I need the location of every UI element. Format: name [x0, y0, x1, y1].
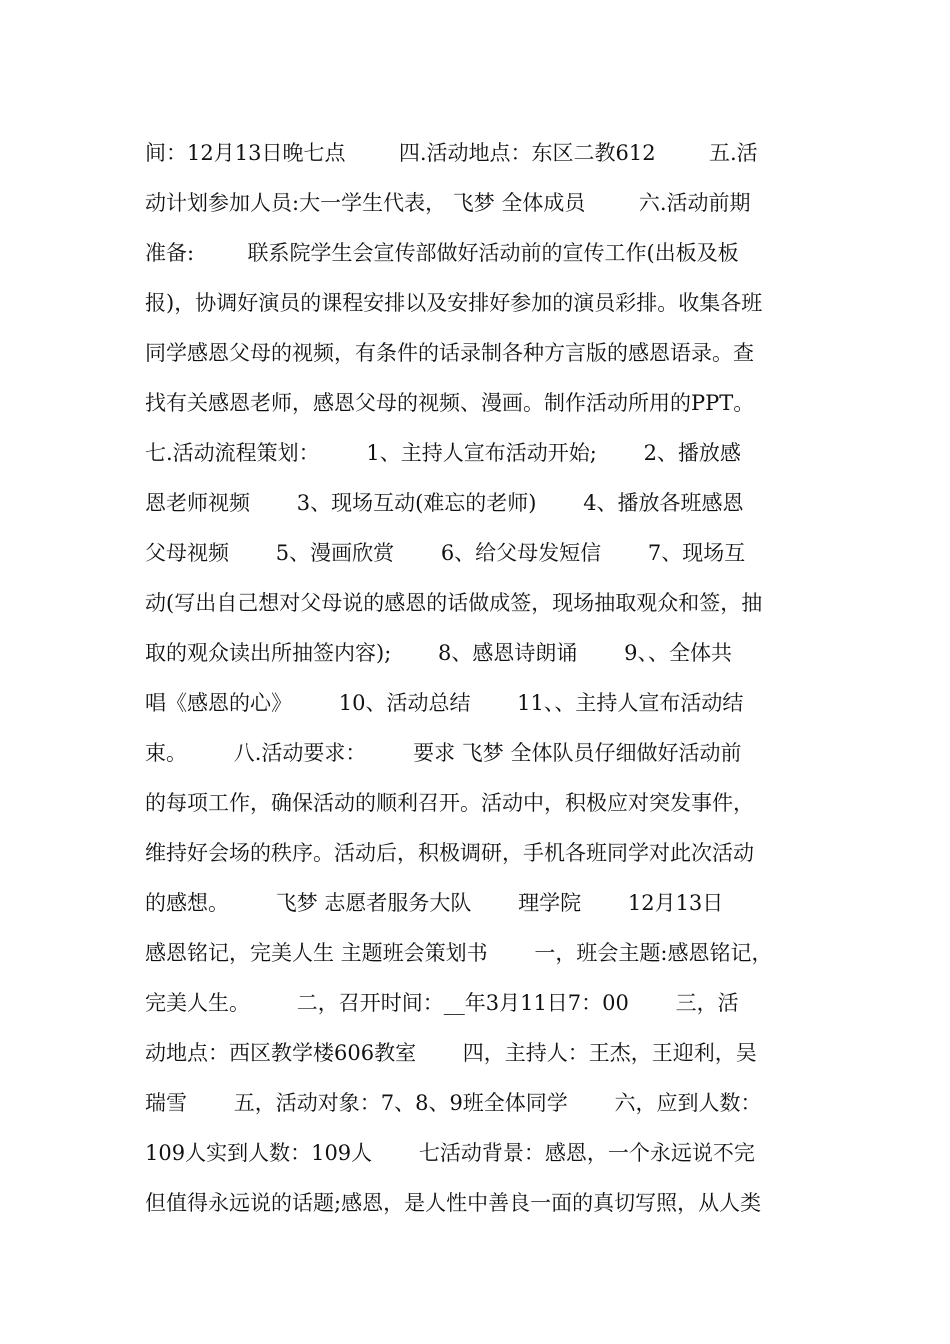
- text-line: 间：12月13日晚七点 四.活动地点：东区二教612 五.活: [145, 141, 758, 165]
- text-line: 109人实到人数：109人 七活动背景：感恩，一个永远说不完: [145, 1141, 755, 1165]
- text-line: 感恩铭记，完美人生 主题班会策划书 一，班会主题:感恩铭记，: [145, 941, 773, 965]
- text-line: 同学感恩父母的视频，有条件的话录制各种方言版的感恩语录。查: [145, 341, 754, 365]
- text-line: 七.活动流程策划： 1、主持人宣布活动开始; 2、播放感: [145, 441, 741, 465]
- text-line: 父母视频 5、漫画欣赏 6、给父母发短信 7、现场互: [145, 541, 746, 565]
- text-line: 动地点：西区教学楼606教室 四，主持人：王杰，王迎利，吴: [145, 1041, 757, 1065]
- text-line: 报)，协调好演员的课程安排以及安排好参加的演员彩排。收集各班: [145, 291, 763, 315]
- text-line: 唱《感恩的心》 10、活动总结 11、、主持人宣布活动结: [145, 691, 744, 715]
- text-line: 找有关感恩老师，感恩父母的视频、漫画。制作活动所用的PPT。: [145, 391, 755, 415]
- text-line: 束。 八.活动要求： 要求 飞梦 全体队员仔细做好活动前: [145, 741, 742, 765]
- text-line: 但值得永远说的话题;感恩，是人性中善良一面的真切写照，从人类: [145, 1191, 762, 1215]
- text-line: 恩老师视频 3、现场互动(难忘的老师) 4、播放各班感恩: [145, 491, 744, 515]
- text-line: 取的观众读出所抽签内容); 8、感恩诗朗诵 9、、全体共: [145, 641, 732, 665]
- text-line: 的每项工作，确保活动的顺利召开。活动中，积极应对突发事件，: [145, 791, 754, 815]
- text-line: 准备: 联系院学生会宣传部做好活动前的宣传工作(出板及板: [145, 241, 739, 265]
- text-line: 完美人生。 二，召开时间：__年3月11日7：00 三，活: [145, 991, 739, 1015]
- text-line: 动计划参加人员:大一学生代表， 飞梦 全体成员 六.活动前期: [145, 191, 751, 215]
- body-text: [145, 128, 825, 1228]
- text-line: 的感想。 飞梦 志愿者服务大队 理学院 12月13日: [145, 891, 724, 915]
- text-line: 动(写出自己想对父母说的感恩的话做成签，现场抽取观众和签，抽: [145, 591, 763, 615]
- text-line: 维持好会场的秩序。活动后，积极调研，手机各班同学对此次活动: [145, 841, 754, 865]
- text-line: 瑞雪 五，活动对象：7、8、9班全体同学 六，应到人数：: [145, 1091, 762, 1115]
